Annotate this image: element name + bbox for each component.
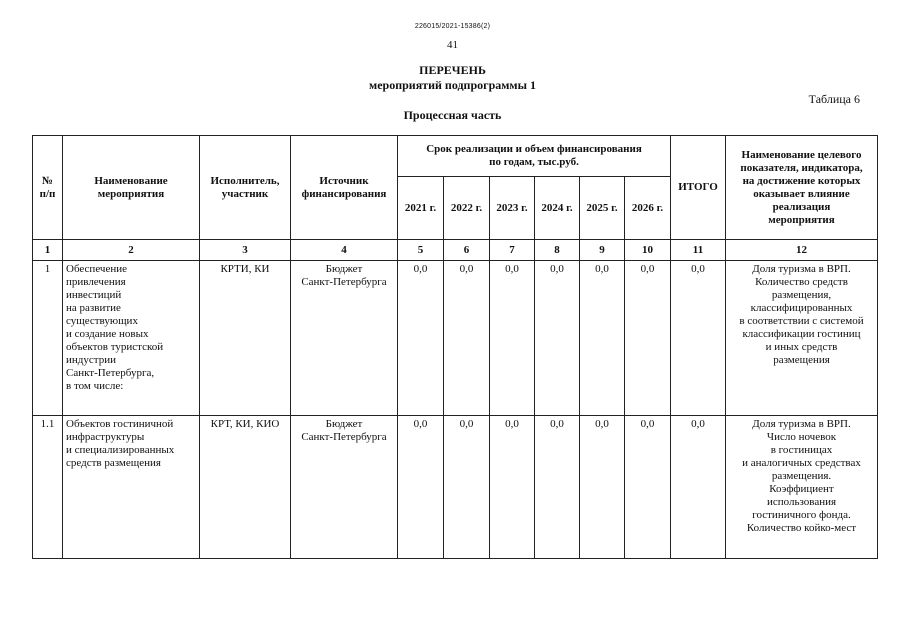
row-executor: КРТИ, КИ [200,261,291,416]
row-value-2021: 0,0 [398,416,444,559]
header-year-2022: 2022 г. [444,177,490,240]
row-name: Объектов гостиничной инфраструктуры и специализированных средств размещения [63,416,200,559]
header-year-2025: 2025 г. [580,177,625,240]
row-value-2022: 0,0 [444,416,490,559]
header-year-2026: 2026 г. [625,177,671,240]
row-value-2022: 0,0 [444,261,490,416]
measures-table [32,135,878,559]
row-value-2025: 0,0 [580,261,625,416]
table-row [33,261,878,416]
header-indicator: Наименование целевого показателя, индикатора, на достижение которых оказывает влияние реализация мероприятия [726,136,878,240]
row-total: 0,0 [671,416,726,559]
header-period: Срок реализации и объем финансирования по годам, тыс.руб. [398,136,671,177]
column-number: 9 [580,240,625,261]
column-number: 10 [625,240,671,261]
row-num: 1 [33,261,63,416]
row-total: 0,0 [671,261,726,416]
row-name: Обеспечение привлечения инвестиций на развитие существующих и создание новых объектов туристской индустрии Санкт-Петербурга, в том числе: [63,261,200,416]
table-row [33,416,878,559]
table-label: Таблица 6 [808,92,860,106]
header-source: Источник финансирования [291,136,398,240]
document-id: 226015/2021-15386(2) [414,23,491,30]
column-number: 7 [490,240,535,261]
column-number: 3 [200,240,291,261]
part-title: Процессная часть [403,108,502,122]
title-line-1: ПЕРЕЧЕНЬ [419,63,486,77]
column-number: 8 [535,240,580,261]
row-source: Бюджет Санкт-Петербурга [291,261,398,416]
column-number: 11 [671,240,726,261]
row-value-2026: 0,0 [625,261,671,416]
column-number: 1 [33,240,63,261]
column-number: 12 [726,240,878,261]
column-number: 5 [398,240,444,261]
header-executor: Исполнитель, участник [200,136,291,240]
column-number: 2 [63,240,200,261]
row-source: Бюджет Санкт-Петербурга [291,416,398,559]
header-year-2023: 2023 г. [490,177,535,240]
header-total: ИТОГО [671,136,726,240]
row-value-2024: 0,0 [535,416,580,559]
row-indicator: Доля туризма в ВРП. Число ночевок в гостиницах и аналогичных средствах размещения. Коэффициент использования гостиничного фонда. Количество койко-мест [726,416,878,559]
column-number: 4 [291,240,398,261]
header-name: Наименование мероприятия [63,136,200,240]
row-num: 1.1 [33,416,63,559]
row-value-2025: 0,0 [580,416,625,559]
row-value-2026: 0,0 [625,416,671,559]
page-number: 41 [447,39,458,51]
row-executor: КРТ, КИ, КИО [200,416,291,559]
title-line-2: мероприятий подпрограммы 1 [369,78,536,92]
row-value-2023: 0,0 [490,416,535,559]
row-value-2024: 0,0 [535,261,580,416]
header-year-2024: 2024 г. [535,177,580,240]
document-title [0,63,905,93]
row-value-2023: 0,0 [490,261,535,416]
row-indicator: Доля туризма в ВРП. Количество средств размещения, классифицированных в соответствии с системой классификации гостиниц и иных средств размещения [726,261,878,416]
header-year-2021: 2021 г. [398,177,444,240]
column-number: 6 [444,240,490,261]
header-num: № п/п [33,136,63,240]
row-value-2021: 0,0 [398,261,444,416]
